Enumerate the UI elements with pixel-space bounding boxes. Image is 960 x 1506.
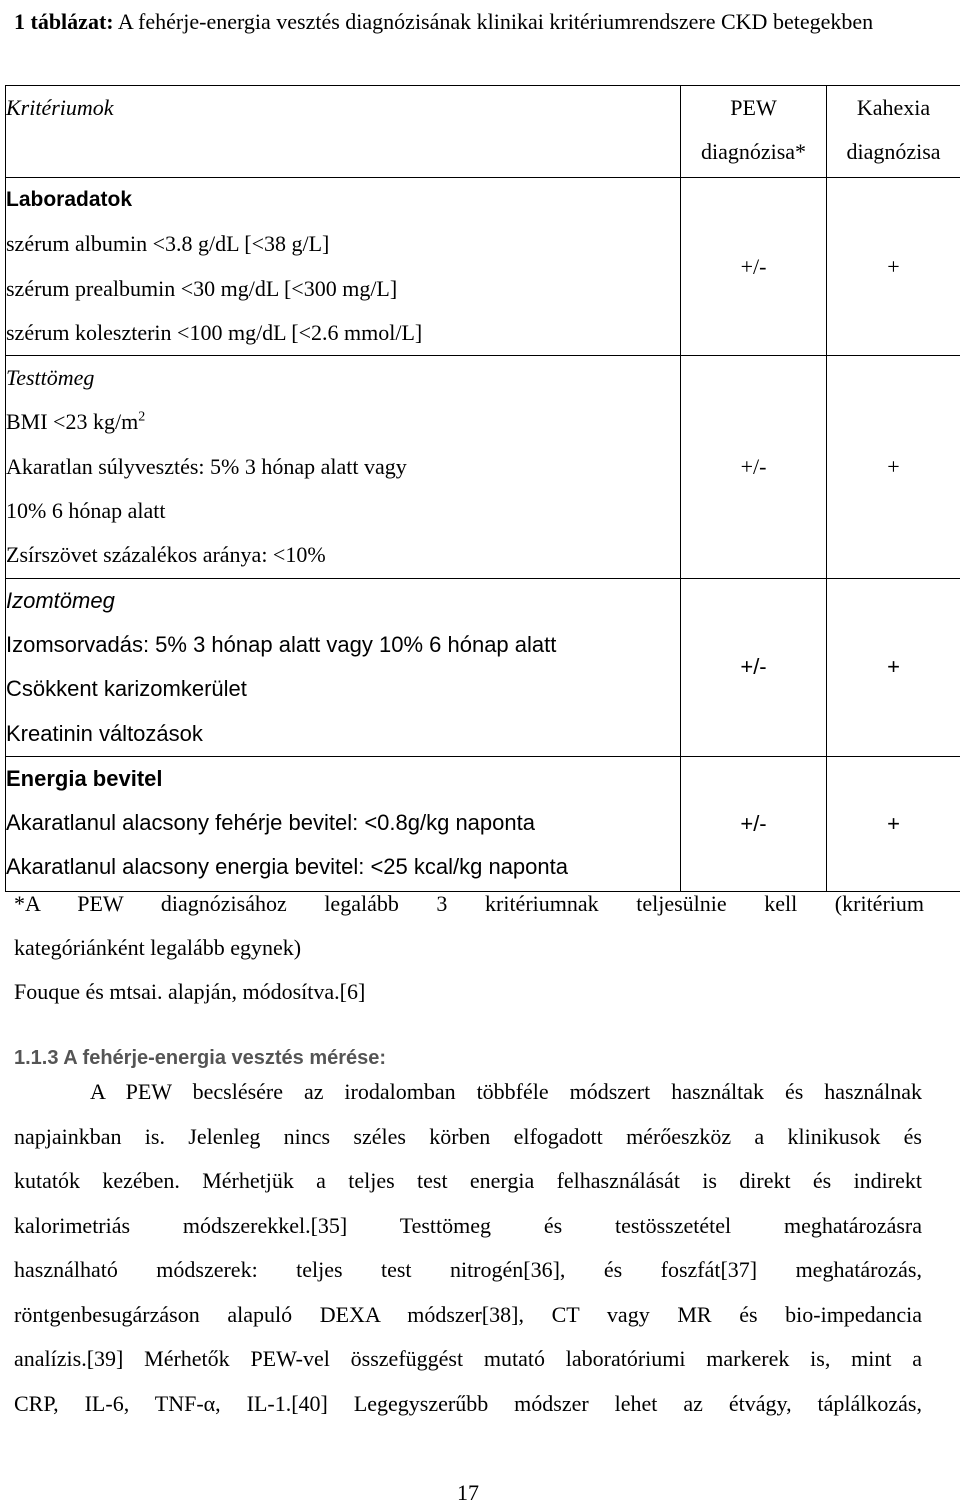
table-row-laboradatok (6, 178, 960, 356)
table-row-energia-bevitel (6, 756, 960, 891)
paragraph-line: kutatók kezében. Mérhetjük a teljes test energia felhasználását is direkt és indirekt (14, 1168, 922, 1193)
table-row-izomtomeg (6, 578, 960, 756)
paragraph-line: használható módszerek: teljes test nitrogén[36], és foszfát[37] meghatározás, (14, 1257, 922, 1282)
group-title: Izomtömeg (6, 587, 115, 613)
body-paragraph (14, 1070, 922, 1426)
footnote-line: kategóriánként legalább egynek) (14, 935, 302, 960)
criteria-line: Izomsorvadás: 5% 3 hónap alatt vagy 10% 6 hónap alatt (6, 631, 557, 657)
criteria-line: Zsírszövet százalékos aránya: <10% (6, 542, 326, 568)
criteria-line: Akaratlanul alacsony fehérje bevitel: <0.8g/kg naponta (6, 810, 535, 836)
criteria-cell (6, 356, 681, 578)
paragraph-line: röntgenbesugárzáson alapuló DEXA módszer[38], CT vagy MR és bio-impedancia (14, 1301, 922, 1327)
paragraph-line: kalorimetriás módszerekkel.[35] Testtömeg és testösszetétel meghatározásra (14, 1212, 922, 1238)
criteria-line: Akaratlan súlyvesztés: 5% 3 hónap alatt vagy (6, 453, 407, 479)
header-kahexia: Kahexia diagnózisa (827, 86, 960, 178)
paragraph-line: analízis.[39] Mérhetők PEW-vel összefüggést mutató laboratóriumi markerek is, mint a (14, 1346, 922, 1371)
pew-value: +/- (681, 356, 827, 578)
pew-value: +/- (681, 178, 827, 356)
criteria-line: szérum koleszterin <100 mg/dL [<2.6 mmol/L] (6, 319, 423, 345)
criteria-cell (6, 178, 681, 356)
pew-value: +/- (681, 578, 827, 756)
criteria-line: szérum prealbumin <30 mg/dL [<300 mg/L] (6, 275, 398, 301)
criteria-cell (6, 756, 681, 891)
criteria-line: Csökkent karizomkerület (6, 676, 247, 702)
criteria-line: Akaratlanul alacsony energia bevitel: <25 kcal/kg naponta (6, 854, 568, 880)
table-footnote (14, 882, 924, 1014)
criteria-line: Kreatinin változások (6, 720, 203, 746)
group-title: Testtömeg (6, 365, 95, 391)
group-title: Laboradatok (6, 188, 133, 211)
caption-text: A fehérje-energia vesztés diagnózisának klinikai kritériumrendszere CKD betegekben (113, 9, 874, 34)
paragraph-line: napjainkban is. Jelenleg nincs széles körben elfogadott mérőeszköz a klinikusok és (14, 1123, 922, 1149)
criteria-table (5, 85, 960, 892)
criteria-line: BMI <23 $kg/m^2$ (6, 409, 146, 435)
criteria-line: 10% 6 hónap alatt (6, 498, 166, 524)
criteria-cell (6, 578, 681, 756)
group-title: Energia bevitel (6, 765, 163, 791)
criteria-line: szérum albumin <3.8 g/dL [<38 g/L] (6, 231, 330, 257)
paragraph-line: CRP, IL-6, TNF-α, IL-1.[40] Legegyszerűbb módszer lehet az étvágy, táplálkozás, (14, 1390, 922, 1416)
caption-label: 1 táblázat: (14, 9, 114, 34)
table-row-testtomeg (6, 356, 960, 578)
section-heading: 1.1.3 A fehérje-energia vesztés mérése: (14, 1047, 387, 1069)
table-header-row (6, 86, 960, 178)
kahexia-value: + (827, 178, 960, 356)
header-criteria: Kritériumok (6, 86, 681, 178)
page-number: 17 (457, 1480, 479, 1505)
footnote-source: Fouque és mtsai. alapján, módosítva.[6] (14, 979, 366, 1004)
kahexia-value: + (827, 356, 960, 578)
kahexia-value: + (827, 756, 960, 891)
pew-value: +/- (681, 756, 827, 891)
table-caption (14, 0, 944, 44)
paragraph-line: A PEW becslésére az irodalomban többféle módszert használtak és használnak (90, 1079, 922, 1104)
kahexia-value: + (827, 578, 960, 756)
header-pew: PEW diagnózisa* (681, 86, 827, 178)
footnote-line: *A PEW diagnózisához legalább 3 kritériumnak teljesülnie kell (kritérium (14, 891, 924, 916)
